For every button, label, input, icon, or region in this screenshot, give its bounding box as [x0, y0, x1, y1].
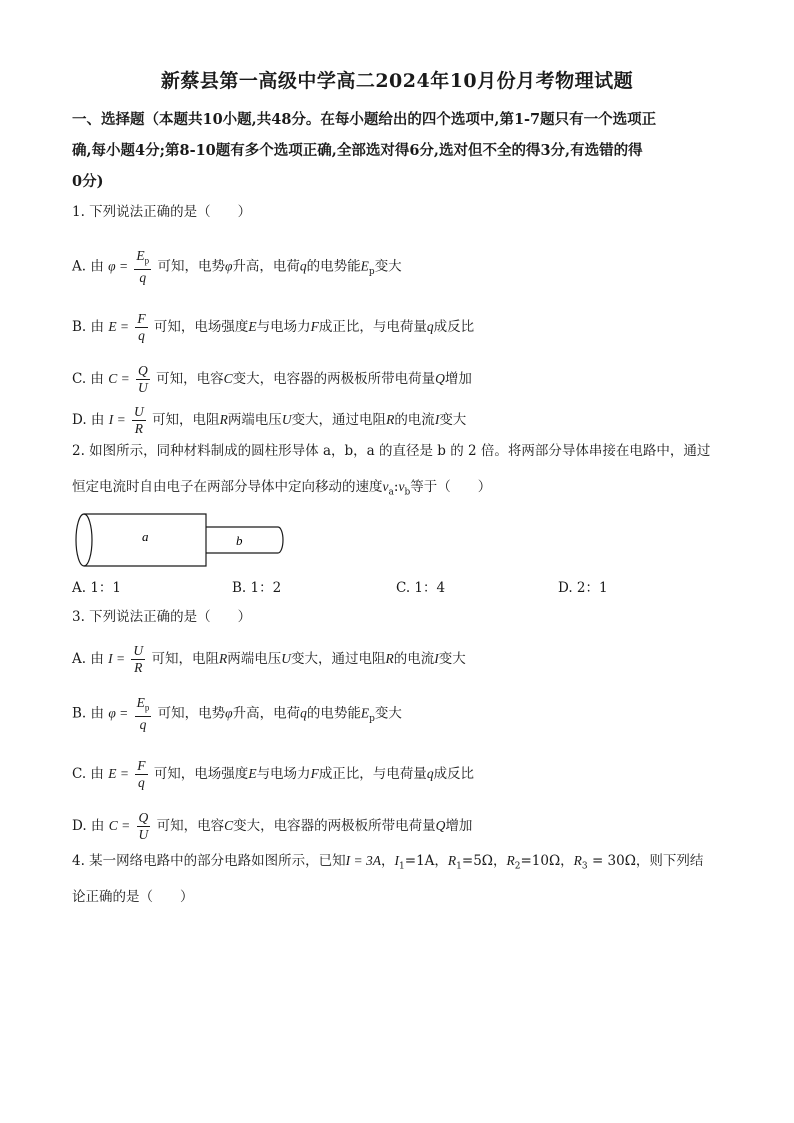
q1-option-b: B. 由 E = $\frac{F}{q}$ 可知，电场强度E与电场力F成正比，与电荷量q成反比	[72, 311, 475, 343]
q2-options	[72, 576, 732, 596]
q3-option-b: B. 由 φ = $\frac{E_p}{q}$ 可知，电势φ升高，电荷q的电势能$E_p$变大	[72, 695, 402, 732]
fraction: $\frac{E_p}{q}$	[136, 695, 150, 732]
q3-option-d: D. 由 C = $\frac{Q}{U}$ 可知，电容C变大，电容器的两极板所带电荷量Q增加	[72, 810, 473, 842]
q2-option-c: C. 1：4	[396, 580, 446, 596]
q1-stem: 1. 下列说法正确的是（ ）	[72, 204, 252, 220]
fraction: $\frac{F}{q}$	[137, 311, 146, 343]
exam-title: 新蔡县第一高级中学高二2024年10月份月考物理试题	[160, 70, 634, 92]
q2-option-b: B. 1：2	[232, 580, 282, 596]
section-line-2: 确,每小题4分;第8-10题有多个选项正确,全部选对得6分,选对但不全的得3分,有选错的得	[72, 142, 643, 159]
cylinder-b-body	[206, 527, 283, 553]
fraction: $\frac{Q}{U}$	[138, 363, 148, 395]
label-b: b	[236, 533, 243, 548]
q4-stem-line-1: 4. 某一网络电路中的部分电路如图所示，已知I = 3A，$I_1=1A$，$R_1=5\Omega$，$R_2=10\Omega$，$R_3 = 30\Omega$，则下列结	[72, 853, 704, 872]
q1-option-d: D. 由 I = $\frac{U}{R}$ 可知，电阻R两端电压U变大，通过电阻R的电流I变大	[72, 404, 467, 436]
fraction: $\frac{U}{R}$	[134, 404, 144, 436]
q2-stem-line-1: 2. 如图所示，同种材料制成的圆柱形导体 a，b，a 的直径是 b 的 2 倍。将两部分导体串接在电路中，通过	[72, 443, 711, 459]
q4-stem-line-2: 论正确的是（ ）	[72, 889, 194, 905]
fraction: $\frac{F}{q}$	[137, 758, 146, 790]
label-a: a	[142, 529, 149, 544]
q2-option-a: A. 1：1	[72, 580, 122, 596]
q3-option-c: C. 由 E = $\frac{F}{q}$ 可知，电场强度E与电场力F成正比，与电荷量q成反比	[72, 758, 475, 790]
q1-option-c: C. 由 C = $\frac{Q}{U}$ 可知，电容C变大，电容器的两极板所带电荷量Q增加	[72, 363, 472, 395]
section-line-3: 0分)	[72, 173, 104, 190]
q2-option-d: D. 2：1	[558, 580, 608, 596]
q3-stem: 3. 下列说法正确的是（ ）	[72, 609, 252, 625]
cylinder-a-face	[76, 514, 92, 566]
fraction: $\frac{Q}{U}$	[138, 810, 149, 842]
section-line-1: 一、选择题（本题共10小题,共48分。在每小题给出的四个选项中,第1-7题只有一个选项正	[72, 111, 657, 128]
q2-stem-line-2: 恒定电流时自由电子在两部分导体中定向移动的速度$v_a:v_b$等于（ ）	[72, 479, 492, 498]
section-instructions	[72, 104, 724, 197]
conductor-figure	[72, 510, 292, 570]
q1-option-a: A. 由 φ = $\frac{E_p}{q}$ 可知，电势φ升高，电荷q的电势能$E_p$变大	[72, 248, 402, 285]
fraction: $\frac{E_p}{q}$	[136, 248, 150, 285]
q3-option-a: A. 由 I = $\frac{U}{R}$ 可知，电阻R两端电压U变大，通过电阻R的电流I变大	[72, 643, 466, 675]
fraction: $\frac{U}{R}$	[133, 643, 144, 675]
